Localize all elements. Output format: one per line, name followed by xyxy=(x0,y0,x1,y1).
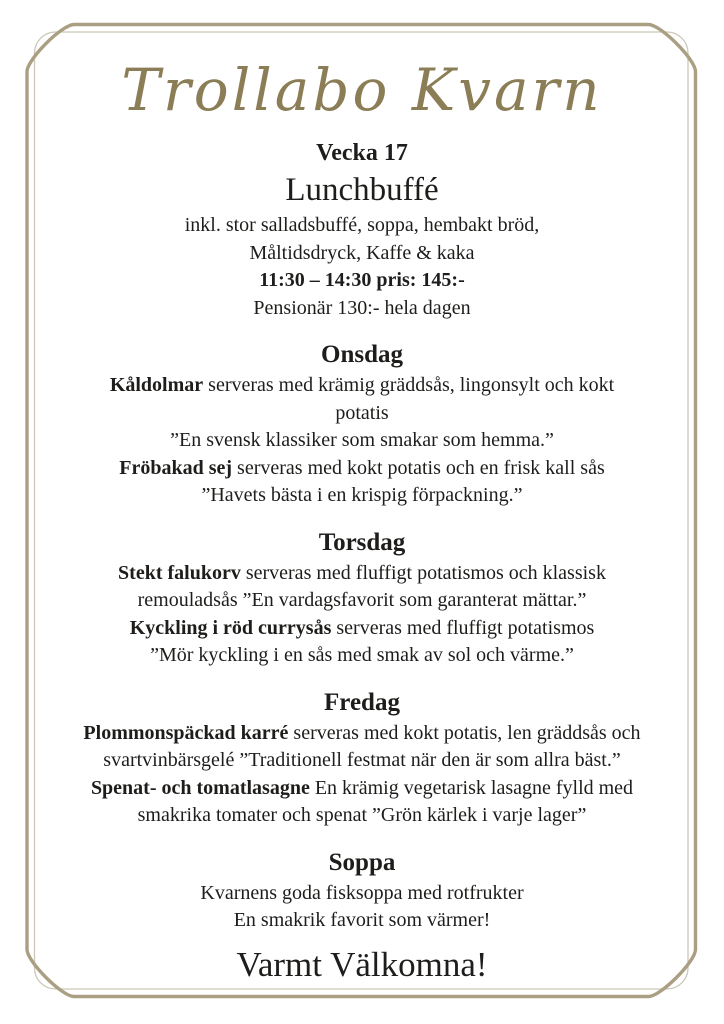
dish-text: potatis xyxy=(335,401,389,424)
pensioner-price-line: Pensionär 130:- hela dagen xyxy=(253,296,471,319)
buffet-title: Lunchbuffé xyxy=(285,172,439,208)
dish-line xyxy=(42,372,682,400)
dish-name: Kyckling i röd currysås xyxy=(129,616,332,639)
day-items xyxy=(42,372,682,510)
dish-name: Plommonspäckad karré xyxy=(83,721,289,744)
dish-text: En smakrik favorit som värmer! xyxy=(233,909,491,931)
day-items xyxy=(42,720,682,830)
includes-line: Måltidsdryck, Kaffe & kaka xyxy=(249,241,475,264)
dish-line xyxy=(42,642,682,670)
hours-price-line: 11:30 – 14:30 pris: 145:- xyxy=(259,269,465,291)
day-section xyxy=(42,338,682,510)
dish-text: serveras med kokt potatis och en frisk kall sås xyxy=(232,456,605,479)
dish-text: ”Havets bästa i en krispig förpackning.” xyxy=(201,484,523,506)
dish-name: Fröbakad sej xyxy=(119,456,233,479)
dish-line xyxy=(42,775,682,803)
dish-line xyxy=(42,560,682,588)
day-heading: Onsdag xyxy=(321,341,403,368)
day-heading: Fredag xyxy=(324,688,400,716)
restaurant-title: Trollabo Kvarn xyxy=(121,56,603,124)
dish-text: svartvinbärsgelé ”Traditionell festmat när den är som allra bäst.” xyxy=(103,749,621,771)
dish-text: serveras med fluffigt potatismos xyxy=(331,616,595,639)
week-label: Vecka 17 xyxy=(316,140,408,166)
dish-text: serveras med kokt potatis, len gräddsås och xyxy=(288,721,641,744)
dish-line xyxy=(42,720,682,748)
menu-days xyxy=(42,338,682,935)
dish-line xyxy=(42,615,682,643)
day-heading: Torsdag xyxy=(318,528,406,556)
dish-text: serveras med krämig gräddsås, lingonsylt och kokt xyxy=(203,374,615,396)
dish-line xyxy=(42,400,682,428)
closing-greeting: Varmt Välkomna! xyxy=(236,944,488,984)
day-items xyxy=(42,880,682,935)
dish-name: Kåldolmar xyxy=(109,374,204,396)
dish-text: ”Mör kyckling i en sås med smak av sol och värme.” xyxy=(150,644,574,666)
dish-line xyxy=(42,427,682,455)
dish-text: En krämig vegetarisk lasagne fylld med xyxy=(309,776,634,799)
dish-line xyxy=(42,587,682,615)
day-section xyxy=(42,526,682,670)
day-heading: Soppa xyxy=(328,848,396,876)
dish-line xyxy=(42,482,682,510)
dish-line xyxy=(42,747,682,775)
dish-text: Kvarnens goda fisksoppa med rotfrukter xyxy=(200,881,524,904)
dish-name: Spenat- och tomatlasagne xyxy=(90,776,310,799)
dish-text: serveras med fluffigt potatismos och klassisk xyxy=(240,561,606,584)
dish-text: smakrika tomater och spenat ”Grön kärlek i varje lager” xyxy=(137,804,587,826)
dish-line xyxy=(42,455,682,483)
day-items xyxy=(42,560,682,670)
buffet-info xyxy=(42,212,682,322)
dish-line xyxy=(42,907,682,935)
dish-name: Stekt falukorv xyxy=(118,561,241,584)
includes-line: inkl. stor salladsbuffé, soppa, hembakt bröd, xyxy=(184,214,540,236)
menu-content xyxy=(42,42,682,987)
dish-text: remouladsås ”En vardagsfavorit som garanterat mättar.” xyxy=(137,589,587,611)
dish-text: ”En svensk klassiker som smakar som hemma.” xyxy=(170,429,554,451)
day-section xyxy=(42,846,682,935)
day-section xyxy=(42,686,682,830)
dish-line xyxy=(42,802,682,830)
dish-line xyxy=(42,880,682,908)
